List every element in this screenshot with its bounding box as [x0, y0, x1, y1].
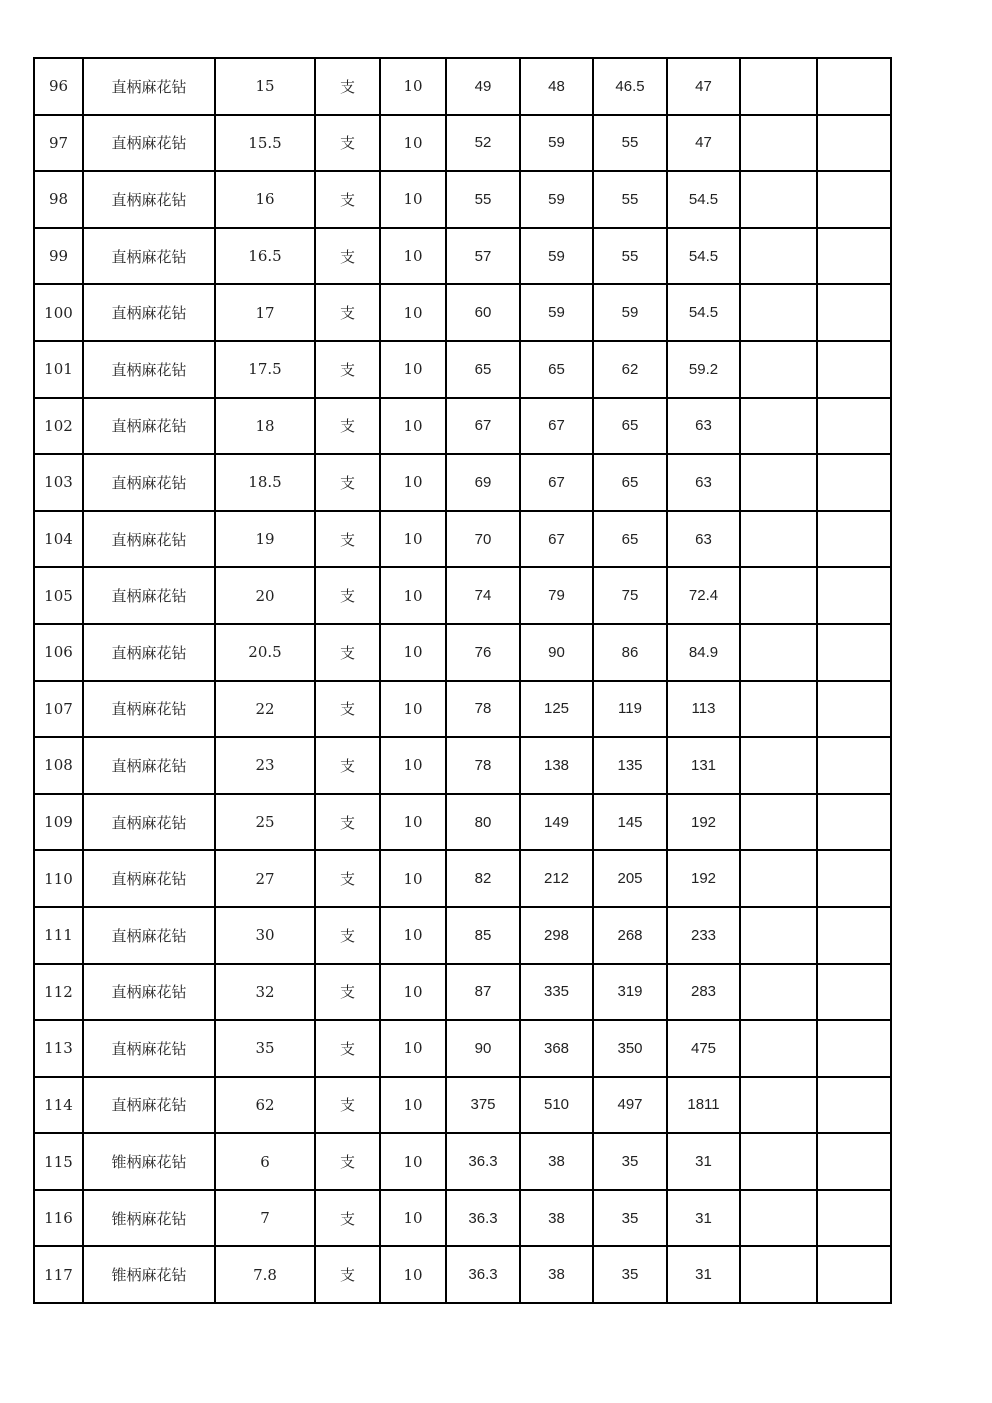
price-4-cell: 31 [667, 1190, 740, 1247]
price-3-cell: 55 [593, 228, 667, 285]
price-4-cell: 54.5 [667, 228, 740, 285]
price-3-cell: 55 [593, 171, 667, 228]
price-4-cell: 131 [667, 737, 740, 794]
price-2-cell: 510 [520, 1077, 593, 1134]
table-row [34, 567, 891, 624]
blank-cell-1 [740, 567, 817, 624]
table-row [34, 454, 891, 511]
price-1-cell: 69 [446, 454, 520, 511]
price-1-cell: 65 [446, 341, 520, 398]
price-4-cell: 475 [667, 1020, 740, 1077]
quantity-cell: 10 [380, 284, 446, 341]
spec-cell: 35 [215, 1020, 315, 1077]
price-2-cell: 212 [520, 850, 593, 907]
spec-cell: 16 [215, 171, 315, 228]
price-2-cell: 298 [520, 907, 593, 964]
price-2-cell: 38 [520, 1133, 593, 1190]
unit-cell: 支 [315, 228, 380, 285]
blank-cell-1 [740, 907, 817, 964]
row-number-cell: 101 [34, 341, 83, 398]
table-row [34, 1133, 891, 1190]
spec-cell: 62 [215, 1077, 315, 1134]
unit-cell: 支 [315, 341, 380, 398]
item-name-cell: 锥柄麻花钻 [83, 1190, 215, 1247]
price-1-cell: 57 [446, 228, 520, 285]
blank-cell-2 [817, 1020, 891, 1077]
quantity-cell: 10 [380, 1133, 446, 1190]
quantity-cell: 10 [380, 1020, 446, 1077]
item-name-cell: 直柄麻花钻 [83, 341, 215, 398]
quantity-cell: 10 [380, 1190, 446, 1247]
blank-cell-1 [740, 681, 817, 738]
price-3-cell: 497 [593, 1077, 667, 1134]
row-number-cell: 117 [34, 1246, 83, 1303]
price-2-cell: 79 [520, 567, 593, 624]
item-name-cell: 直柄麻花钻 [83, 1077, 215, 1134]
blank-cell-1 [740, 115, 817, 172]
price-3-cell: 319 [593, 964, 667, 1021]
quantity-cell: 10 [380, 737, 446, 794]
price-1-cell: 70 [446, 511, 520, 568]
item-name-cell: 直柄麻花钻 [83, 228, 215, 285]
row-number-cell: 105 [34, 567, 83, 624]
spec-cell: 27 [215, 850, 315, 907]
unit-cell: 支 [315, 1133, 380, 1190]
blank-cell-2 [817, 850, 891, 907]
unit-cell: 支 [315, 115, 380, 172]
row-number-cell: 96 [34, 58, 83, 115]
unit-cell: 支 [315, 737, 380, 794]
blank-cell-2 [817, 284, 891, 341]
item-name-cell: 锥柄麻花钻 [83, 1246, 215, 1303]
spec-cell: 32 [215, 964, 315, 1021]
spec-cell: 23 [215, 737, 315, 794]
price-4-cell: 1811 [667, 1077, 740, 1134]
table-row [34, 1190, 891, 1247]
spec-cell: 17 [215, 284, 315, 341]
blank-cell-1 [740, 171, 817, 228]
price-3-cell: 75 [593, 567, 667, 624]
price-4-cell: 63 [667, 454, 740, 511]
quantity-cell: 10 [380, 624, 446, 681]
blank-cell-2 [817, 624, 891, 681]
price-2-cell: 59 [520, 171, 593, 228]
blank-cell-1 [740, 1020, 817, 1077]
blank-cell-2 [817, 567, 891, 624]
price-3-cell: 205 [593, 850, 667, 907]
price-4-cell: 283 [667, 964, 740, 1021]
spec-cell: 18.5 [215, 454, 315, 511]
spec-cell: 25 [215, 794, 315, 851]
blank-cell-1 [740, 1133, 817, 1190]
table-row [34, 115, 891, 172]
price-1-cell: 55 [446, 171, 520, 228]
spec-cell: 30 [215, 907, 315, 964]
price-3-cell: 65 [593, 398, 667, 455]
price-2-cell: 59 [520, 115, 593, 172]
quantity-cell: 10 [380, 794, 446, 851]
price-4-cell: 47 [667, 58, 740, 115]
row-number-cell: 116 [34, 1190, 83, 1247]
table-row [34, 228, 891, 285]
price-2-cell: 65 [520, 341, 593, 398]
unit-cell: 支 [315, 511, 380, 568]
row-number-cell: 107 [34, 681, 83, 738]
spec-cell: 19 [215, 511, 315, 568]
blank-cell-1 [740, 511, 817, 568]
price-4-cell: 192 [667, 794, 740, 851]
quantity-cell: 10 [380, 850, 446, 907]
quantity-cell: 10 [380, 964, 446, 1021]
table-row [34, 511, 891, 568]
item-name-cell: 直柄麻花钻 [83, 567, 215, 624]
price-2-cell: 368 [520, 1020, 593, 1077]
item-name-cell: 直柄麻花钻 [83, 964, 215, 1021]
price-4-cell: 54.5 [667, 284, 740, 341]
row-number-cell: 97 [34, 115, 83, 172]
row-number-cell: 104 [34, 511, 83, 568]
price-3-cell: 46.5 [593, 58, 667, 115]
spec-cell: 20.5 [215, 624, 315, 681]
row-number-cell: 102 [34, 398, 83, 455]
table-row [34, 681, 891, 738]
blank-cell-1 [740, 1190, 817, 1247]
price-4-cell: 54.5 [667, 171, 740, 228]
blank-cell-2 [817, 398, 891, 455]
price-1-cell: 90 [446, 1020, 520, 1077]
spec-cell: 20 [215, 567, 315, 624]
price-3-cell: 35 [593, 1133, 667, 1190]
price-2-cell: 38 [520, 1190, 593, 1247]
price-3-cell: 59 [593, 284, 667, 341]
price-3-cell: 65 [593, 511, 667, 568]
quantity-cell: 10 [380, 228, 446, 285]
unit-cell: 支 [315, 964, 380, 1021]
item-name-cell: 直柄麻花钻 [83, 454, 215, 511]
unit-cell: 支 [315, 624, 380, 681]
quantity-cell: 10 [380, 454, 446, 511]
item-name-cell: 直柄麻花钻 [83, 115, 215, 172]
price-3-cell: 145 [593, 794, 667, 851]
price-3-cell: 119 [593, 681, 667, 738]
blank-cell-1 [740, 1077, 817, 1134]
price-1-cell: 36.3 [446, 1133, 520, 1190]
blank-cell-2 [817, 115, 891, 172]
quantity-cell: 10 [380, 171, 446, 228]
blank-cell-2 [817, 1246, 891, 1303]
price-1-cell: 80 [446, 794, 520, 851]
row-number-cell: 98 [34, 171, 83, 228]
row-number-cell: 99 [34, 228, 83, 285]
blank-cell-1 [740, 58, 817, 115]
unit-cell: 支 [315, 850, 380, 907]
row-number-cell: 106 [34, 624, 83, 681]
price-1-cell: 67 [446, 398, 520, 455]
blank-cell-1 [740, 284, 817, 341]
price-3-cell: 350 [593, 1020, 667, 1077]
price-4-cell: 31 [667, 1133, 740, 1190]
price-4-cell: 31 [667, 1246, 740, 1303]
table-row [34, 1020, 891, 1077]
unit-cell: 支 [315, 284, 380, 341]
unit-cell: 支 [315, 1077, 380, 1134]
table-row [34, 794, 891, 851]
spec-cell: 16.5 [215, 228, 315, 285]
item-name-cell: 直柄麻花钻 [83, 284, 215, 341]
price-2-cell: 149 [520, 794, 593, 851]
price-1-cell: 60 [446, 284, 520, 341]
table-row [34, 58, 891, 115]
spec-cell: 7.8 [215, 1246, 315, 1303]
item-name-cell: 直柄麻花钻 [83, 681, 215, 738]
spec-cell: 18 [215, 398, 315, 455]
spec-cell: 17.5 [215, 341, 315, 398]
unit-cell: 支 [315, 454, 380, 511]
table-row [34, 284, 891, 341]
quantity-cell: 10 [380, 341, 446, 398]
price-4-cell: 84.9 [667, 624, 740, 681]
row-number-cell: 109 [34, 794, 83, 851]
price-2-cell: 125 [520, 681, 593, 738]
price-1-cell: 36.3 [446, 1190, 520, 1247]
price-4-cell: 47 [667, 115, 740, 172]
row-number-cell: 112 [34, 964, 83, 1021]
blank-cell-1 [740, 964, 817, 1021]
quantity-cell: 10 [380, 907, 446, 964]
price-1-cell: 52 [446, 115, 520, 172]
row-number-cell: 100 [34, 284, 83, 341]
row-number-cell: 114 [34, 1077, 83, 1134]
unit-cell: 支 [315, 1246, 380, 1303]
unit-cell: 支 [315, 171, 380, 228]
row-number-cell: 115 [34, 1133, 83, 1190]
blank-cell-2 [817, 228, 891, 285]
blank-cell-1 [740, 1246, 817, 1303]
table-row [34, 624, 891, 681]
unit-cell: 支 [315, 567, 380, 624]
table-row [34, 737, 891, 794]
item-name-cell: 直柄麻花钻 [83, 1020, 215, 1077]
quantity-cell: 10 [380, 398, 446, 455]
blank-cell-1 [740, 794, 817, 851]
quantity-cell: 10 [380, 567, 446, 624]
row-number-cell: 111 [34, 907, 83, 964]
price-1-cell: 82 [446, 850, 520, 907]
blank-cell-2 [817, 1077, 891, 1134]
unit-cell: 支 [315, 1190, 380, 1247]
price-1-cell: 49 [446, 58, 520, 115]
table-row [34, 964, 891, 1021]
row-number-cell: 113 [34, 1020, 83, 1077]
price-4-cell: 59.2 [667, 341, 740, 398]
unit-cell: 支 [315, 398, 380, 455]
price-2-cell: 48 [520, 58, 593, 115]
price-1-cell: 375 [446, 1077, 520, 1134]
blank-cell-2 [817, 454, 891, 511]
quantity-cell: 10 [380, 58, 446, 115]
item-name-cell: 直柄麻花钻 [83, 511, 215, 568]
price-2-cell: 59 [520, 284, 593, 341]
spec-cell: 7 [215, 1190, 315, 1247]
table-row [34, 1246, 891, 1303]
price-2-cell: 335 [520, 964, 593, 1021]
price-1-cell: 78 [446, 681, 520, 738]
price-1-cell: 85 [446, 907, 520, 964]
price-2-cell: 67 [520, 511, 593, 568]
price-4-cell: 63 [667, 398, 740, 455]
quantity-cell: 10 [380, 1077, 446, 1134]
price-4-cell: 63 [667, 511, 740, 568]
spec-cell: 15 [215, 58, 315, 115]
unit-cell: 支 [315, 907, 380, 964]
row-number-cell: 108 [34, 737, 83, 794]
quantity-cell: 10 [380, 681, 446, 738]
price-4-cell: 72.4 [667, 567, 740, 624]
blank-cell-2 [817, 737, 891, 794]
price-4-cell: 113 [667, 681, 740, 738]
item-name-cell: 直柄麻花钻 [83, 907, 215, 964]
item-name-cell: 直柄麻花钻 [83, 737, 215, 794]
unit-cell: 支 [315, 58, 380, 115]
blank-cell-2 [817, 341, 891, 398]
unit-cell: 支 [315, 1020, 380, 1077]
price-3-cell: 65 [593, 454, 667, 511]
price-2-cell: 38 [520, 1246, 593, 1303]
blank-cell-2 [817, 907, 891, 964]
item-name-cell: 直柄麻花钻 [83, 171, 215, 228]
row-number-cell: 103 [34, 454, 83, 511]
price-1-cell: 36.3 [446, 1246, 520, 1303]
price-1-cell: 87 [446, 964, 520, 1021]
table-row [34, 907, 891, 964]
price-3-cell: 35 [593, 1246, 667, 1303]
table-row [34, 398, 891, 455]
spec-cell: 6 [215, 1133, 315, 1190]
unit-cell: 支 [315, 794, 380, 851]
price-2-cell: 67 [520, 398, 593, 455]
item-name-cell: 锥柄麻花钻 [83, 1133, 215, 1190]
blank-cell-2 [817, 171, 891, 228]
price-1-cell: 78 [446, 737, 520, 794]
item-name-cell: 直柄麻花钻 [83, 58, 215, 115]
price-4-cell: 192 [667, 850, 740, 907]
price-2-cell: 59 [520, 228, 593, 285]
quantity-cell: 10 [380, 511, 446, 568]
item-name-cell: 直柄麻花钻 [83, 398, 215, 455]
price-2-cell: 138 [520, 737, 593, 794]
price-2-cell: 90 [520, 624, 593, 681]
price-3-cell: 55 [593, 115, 667, 172]
blank-cell-2 [817, 1190, 891, 1247]
item-name-cell: 直柄麻花钻 [83, 794, 215, 851]
blank-cell-2 [817, 1133, 891, 1190]
price-3-cell: 135 [593, 737, 667, 794]
blank-cell-1 [740, 398, 817, 455]
blank-cell-2 [817, 964, 891, 1021]
price-3-cell: 86 [593, 624, 667, 681]
blank-cell-1 [740, 341, 817, 398]
unit-cell: 支 [315, 681, 380, 738]
row-number-cell: 110 [34, 850, 83, 907]
price-4-cell: 233 [667, 907, 740, 964]
blank-cell-2 [817, 794, 891, 851]
blank-cell-2 [817, 58, 891, 115]
price-3-cell: 268 [593, 907, 667, 964]
table-row [34, 1077, 891, 1134]
price-2-cell: 67 [520, 454, 593, 511]
blank-cell-1 [740, 737, 817, 794]
price-3-cell: 35 [593, 1190, 667, 1247]
spec-cell: 22 [215, 681, 315, 738]
item-name-cell: 直柄麻花钻 [83, 850, 215, 907]
blank-cell-1 [740, 850, 817, 907]
price-1-cell: 74 [446, 567, 520, 624]
quantity-cell: 10 [380, 115, 446, 172]
blank-cell-2 [817, 681, 891, 738]
table-row [34, 850, 891, 907]
blank-cell-2 [817, 511, 891, 568]
spec-cell: 15.5 [215, 115, 315, 172]
item-name-cell: 直柄麻花钻 [83, 624, 215, 681]
blank-cell-1 [740, 454, 817, 511]
blank-cell-1 [740, 624, 817, 681]
price-1-cell: 76 [446, 624, 520, 681]
table-row [34, 341, 891, 398]
price-table [33, 57, 892, 1304]
blank-cell-1 [740, 228, 817, 285]
price-3-cell: 62 [593, 341, 667, 398]
quantity-cell: 10 [380, 1246, 446, 1303]
table-row [34, 171, 891, 228]
